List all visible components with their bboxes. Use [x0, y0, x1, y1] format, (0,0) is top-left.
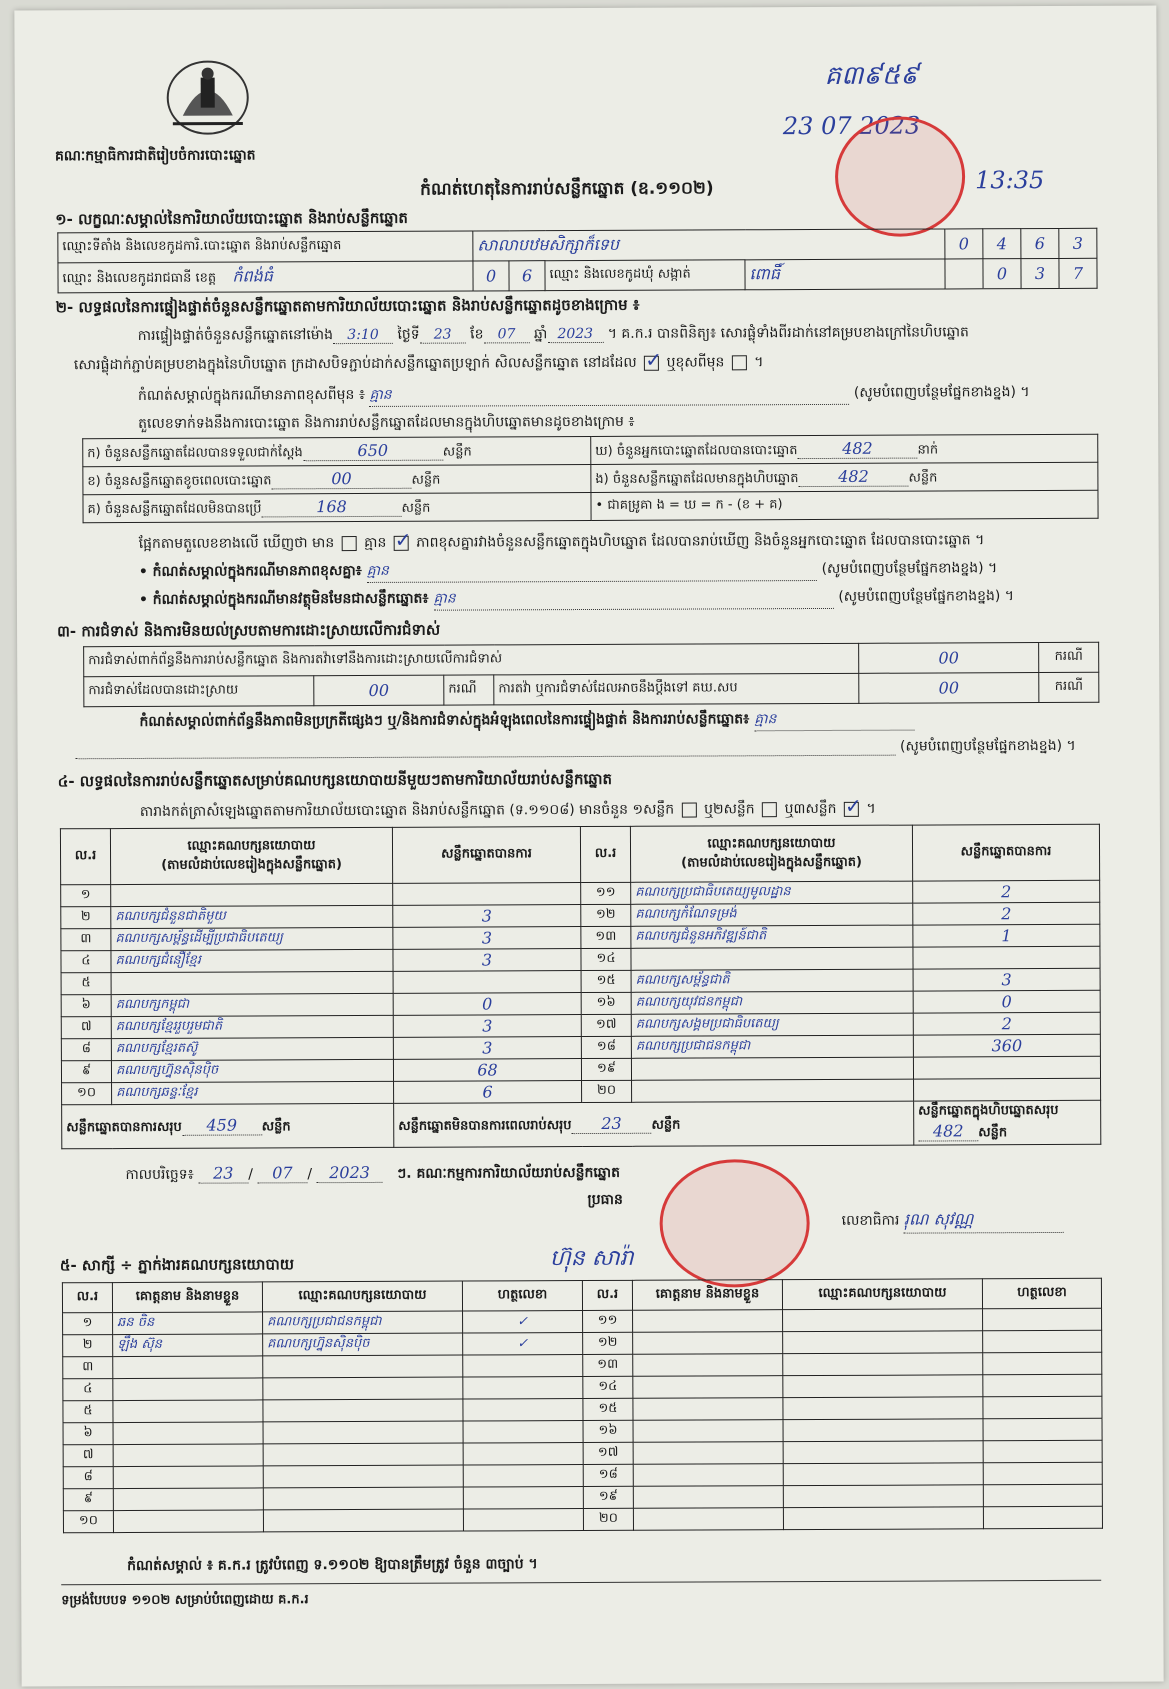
- secretary-label: លេខាធិការ: [841, 1212, 900, 1229]
- row-no: ១១: [583, 1310, 633, 1332]
- party-name: គណបក្សប្រជាជនកម្ពុជា: [631, 1035, 913, 1058]
- total-valid-value: 459: [182, 1115, 262, 1135]
- discrepancy-note-label: • កំណត់សម្គាល់ក្នុងករណីមានភាពខុសគ្នា៖: [138, 562, 362, 580]
- party-votes: [913, 946, 1100, 969]
- irregularity-note-value: គ្មាន: [754, 709, 914, 732]
- row-no: ៧: [63, 1445, 113, 1467]
- row-no: ៨: [61, 1039, 111, 1061]
- location-code-digit: 0: [945, 229, 983, 259]
- party-votes: 3: [913, 968, 1100, 991]
- sheet-count-text: តារាងកត់ត្រាសំឡេងឆ្នោតតាមការិយាល័យបោះឆ្នោត និងរាប់សន្លឹកឆ្នោត (ទ.១១០៨) មានចំនួន ១សន្លឹក: [139, 801, 675, 820]
- chair-signature: ហ៊ុន សារ៉ា: [549, 1245, 634, 1272]
- col-votes: សន្លឹកឆ្នោតបានការ: [392, 827, 580, 884]
- section5-heading: ៥- សាក្សី ÷ ភ្នាក់ងារគណបក្សនយោបាយ: [59, 1255, 295, 1275]
- location-code-digit: 6: [1021, 228, 1059, 258]
- col-party-line2: (តាមលំដាប់លេខរៀងក្នុងសន្លឹកឆ្នោត): [161, 856, 342, 873]
- two-sheets-checkbox[interactable]: [762, 802, 777, 817]
- row-no: ១២: [581, 904, 631, 926]
- party-name: គណបក្សប្រជាធិបតេយ្យមូលដ្ឋាន: [631, 881, 913, 904]
- committee-name: គណៈកម្មាធិការជាតិរៀបចំការបោះឆ្នោត: [54, 147, 256, 165]
- location-code-digit: 3: [1059, 228, 1097, 258]
- party-votes: [393, 971, 581, 994]
- col-party-line1: ឈ្មោះគណបក្សនយោបាយ: [187, 837, 316, 854]
- party-votes: [913, 1056, 1100, 1079]
- box-ballots-row: [591, 462, 1098, 492]
- handwritten-date: 23 07 2023: [782, 111, 921, 141]
- verification-line: [138, 322, 969, 347]
- foreign-object-suffix: (សូមបំពេញបន្ថែមផ្នែកខាងខ្នង) ។: [838, 588, 1015, 605]
- party-name: [111, 971, 393, 994]
- seal-check-line: សោរផ្លុំដាក់ភ្ជាប់គម្របខាងក្នុងនៃហិបឆ្នោត ក្រដាសបិទភ្ជាប់ដាក់សន្លឹកឆ្នោតប្រឡាក់ សិលសន្លឹកឆ្នោត នៅដដែល ✓ ឬខុសពីមុន ។: [74, 352, 764, 376]
- unit-label: សន្លឹក: [908, 469, 938, 486]
- party-votes: 3: [393, 905, 581, 928]
- party-votes: 3: [393, 927, 581, 950]
- unit-label: សន្លឹក: [978, 1125, 1008, 1141]
- handwritten-time: 13:35: [975, 166, 1045, 195]
- resolved-label: ការជំទាស់ដែលបានដោះស្រាយ: [84, 676, 314, 707]
- province-code-digit: 6: [509, 261, 545, 291]
- province-code-digit: 0: [473, 261, 509, 291]
- total-invalid-label: សន្លឹកឆ្នោតមិនបានការពេលរាប់សរុប: [398, 1117, 572, 1134]
- table-row: [63, 1506, 1102, 1533]
- date-day: 23: [198, 1163, 248, 1183]
- location-name-label: ឈ្មោះទីតាំង និងលេខកូដការិ.បោះឆ្នោត និងរាប់សន្លឹកឆ្នោត: [58, 231, 473, 263]
- row-no: ៦: [63, 1423, 113, 1445]
- party-name: គណបក្សខ្មែររួបរួមជាតិ: [111, 1015, 393, 1038]
- party-name: គណបក្សកម្ពុជា: [111, 993, 393, 1016]
- row-no: ៩: [63, 1489, 113, 1511]
- col-no: ល.រ: [62, 1283, 112, 1313]
- party-votes: 6: [394, 1081, 582, 1104]
- witness-party: គណបក្សហ្វ៊ុនស៊ិនប៉ិច: [263, 1333, 463, 1356]
- party-votes: 1: [913, 924, 1100, 947]
- row-no: ៨: [63, 1467, 113, 1489]
- total-valid-cell: [62, 1103, 394, 1148]
- col-sign: ហត្ថលេខា: [982, 1278, 1101, 1309]
- col-votes: សន្លឹកឆ្នោតបានការ: [912, 824, 1099, 881]
- row-no: ២០: [583, 1508, 633, 1530]
- total-box-label: សន្លឹកឆ្នោតក្នុងហិបឆ្នោតសរុប: [918, 1102, 1059, 1119]
- party-name: គណបក្សជំនួនជាតិមួយ: [111, 905, 393, 928]
- commune-code-digit: 0: [983, 259, 1021, 289]
- col-party: [110, 827, 392, 884]
- unit-label: ករណី: [1039, 642, 1099, 672]
- irregularity-note-label: កំណត់សម្គាល់ពាក់ព័ន្ធនឹងភាពមិនប្រក្រតីផ្សេងៗ ឬ/និងការជំទាស់ក្នុងអំឡុងពេលនៃការផ្ទៀងផ្ទាត់ និងការរាប់សន្លឹកឆ្នោត៖: [139, 711, 750, 730]
- row-no: ១៧: [583, 1442, 633, 1464]
- date-label: កាលបរិច្ឆេទ៖: [125, 1166, 194, 1184]
- unit-label: សន្លឹក: [442, 444, 472, 460]
- unused-ballots-value: 168: [261, 496, 401, 517]
- verification-text-2: ។ គ.ក.រ បានពិនិត្យ៖ សោរផ្លុំទាំងពីរដាក់នៅគម្របខាងក្រៅនៃហិបឆ្នោត: [607, 324, 969, 342]
- row-no: ១៨: [581, 1036, 631, 1058]
- row-no: ១៨: [583, 1464, 633, 1486]
- party-results-table: [60, 824, 1101, 1150]
- row-no: ១៧: [581, 1014, 631, 1036]
- party-votes: [393, 883, 581, 906]
- row-no: ៥: [61, 973, 111, 995]
- discrepancy-note-suffix: (សូមបំពេញបន្ថែមផ្នែកខាងខ្នង) ។: [821, 560, 998, 577]
- verification-day: 23: [420, 327, 466, 344]
- province-label: [58, 261, 473, 293]
- row-no: ២: [61, 907, 111, 929]
- verification-text: ការផ្ទៀងផ្ទាត់ចំនួនសន្លឹកឆ្នោតនៅម៉ោង: [137, 327, 334, 344]
- party-name: គណបក្សហ្វ៊ុនស៊ិនប៉ិច: [111, 1059, 393, 1082]
- complaints-table: [83, 642, 1099, 707]
- irregularity-note-suffix: (សូមបំពេញបន្ថែមផ្នែកខាងខ្នង) ។: [899, 737, 1076, 755]
- verification-year: 2023: [547, 326, 603, 343]
- appeal-label: ការតវ៉ា ឬការជំទាស់ដែលអាចនឹងប្តឹងទៅ គឃ.សប: [494, 673, 859, 705]
- spoiled-ballots-value: 00: [271, 468, 411, 489]
- party-name: គណបក្សសង្គមប្រជាធិបតេយ្យ: [631, 1013, 913, 1036]
- voters-row: [591, 434, 1098, 464]
- total-invalid-value: 23: [571, 1113, 651, 1133]
- col-sign: ហត្ថលេខា: [462, 1281, 582, 1312]
- irregularity-note-line-2: [76, 736, 1076, 761]
- col-party-line1: ឈ្មោះគណបក្សនយោបាយ: [707, 835, 836, 851]
- party-votes: 0: [913, 990, 1100, 1013]
- row-no: ៧: [61, 1017, 111, 1039]
- section3-heading: ៣- ការជំទាស់ និងការមិនយល់ស្របតាមការដោះស្រាយលើការជំទាស់: [57, 620, 441, 641]
- form-note: ទម្រង់បែបបទ ១១០២ សម្រាប់បំពេញដោយ គ.ក.រ: [61, 1592, 309, 1609]
- unit-label: ករណី: [444, 675, 494, 705]
- spoiled-ballots-row: [83, 464, 591, 494]
- unused-ballots-label: គ) ចំនួនសន្លឹកឆ្នោតដែលមិនបានប្រើ: [87, 500, 262, 517]
- location-name-value: សាលាបឋមសិក្សាក៏ទេប: [473, 229, 945, 261]
- row-no: ១០: [63, 1511, 113, 1533]
- official-seal-top: [835, 116, 966, 237]
- verification-month: 07: [483, 326, 529, 343]
- col-party-line2: (តាមលំដាប់លេខរៀងក្នុងសន្លឹកឆ្នោត): [681, 854, 862, 871]
- row-no: ១: [61, 885, 111, 907]
- unit-label: សន្លឹក: [261, 1118, 291, 1134]
- party-votes: 3: [393, 1037, 581, 1060]
- foreign-object-value: គ្មាន: [433, 587, 833, 611]
- seal-check-text: សោរផ្លុំដាក់ភ្ជាប់គម្របខាងក្នុងនៃហិបឆ្នោត ក្រដាសបិទភ្ជាប់ដាក់សន្លឹកឆ្នោតប្រឡាក់ សិលសន្លឹកឆ្នោត នៅដដែល: [73, 354, 637, 374]
- unchanged-checkbox[interactable]: [644, 355, 659, 370]
- formula-row: • ជាគម្រូគា ង = ឃ = ក - (ខ + គ): [591, 490, 1098, 520]
- province-label-text: ឈ្មោះ និងលេខកូដរាជធានី ខេត្ត: [62, 270, 217, 286]
- commune-code-digit: 3: [1021, 258, 1059, 288]
- party-name: [631, 947, 913, 970]
- commune-label: ឈ្មោះ និងលេខកូដឃុំ សង្កាត់: [545, 260, 745, 291]
- unit-label: ករណី: [1039, 672, 1099, 702]
- col-party: [630, 825, 912, 882]
- verification-time: 3:10: [333, 327, 393, 344]
- row-no: ១៦: [583, 1420, 633, 1442]
- box-ballots-value: 482: [798, 466, 908, 486]
- witness-party: គណបក្សប្រជាជនកម្ពុជា: [263, 1311, 463, 1334]
- row-no: ២: [63, 1335, 113, 1357]
- witness-signature: ✓: [463, 1333, 583, 1356]
- received-ballots-value: 650: [303, 440, 443, 461]
- form-title: កំណត់ហេតុនៃការរាប់សន្លឹកឆ្នោត (ឧ.១១០២): [420, 178, 714, 200]
- row-no: ១៩: [583, 1486, 633, 1508]
- total-box-value: 482: [918, 1121, 978, 1141]
- party-votes: 68: [393, 1059, 581, 1082]
- row-no: ៩: [61, 1061, 111, 1083]
- row-no: ១៩: [581, 1058, 631, 1080]
- row-no: ១៤: [581, 948, 631, 970]
- total-invalid-cell: [394, 1101, 914, 1147]
- complaints-label: ការជំទាស់ពាក់ព័ន្ធនឹងការរាប់សន្លឹកឆ្នោត និងការតវ៉ាទៅនឹងការដោះស្រាយលើការជំទាស់: [84, 643, 859, 676]
- received-ballots-row: [83, 436, 591, 466]
- row-no: ១៣: [583, 1354, 633, 1376]
- foreign-object-label: • កំណត់សម្គាល់ក្នុងករណីមានវត្ថុមិនមែនជាសន្លឹកឆ្នោត៖: [138, 590, 429, 608]
- unit-label: សន្លឹក: [411, 472, 441, 488]
- box-ballots-label: ង) ចំនួនសន្លឹកឆ្នោតដែលមានក្នុងហិបឆ្នោត: [595, 470, 799, 487]
- party-votes: 2: [913, 880, 1100, 903]
- three-sheets-label: ឬ៣សន្លឹក: [784, 800, 837, 818]
- party-name: [632, 1079, 914, 1102]
- year-label: ឆ្នាំ: [533, 326, 548, 343]
- footer-note: កំណត់សម្គាល់ ៖ គ.ក.រ ត្រូវបំពេញ ទ.១១០២ ឱ្យបានត្រឹមត្រូវ ចំនួន ៣ច្បាប់ ។: [127, 1556, 538, 1575]
- discrepancy-note-line: [139, 558, 998, 584]
- party-votes: 2: [913, 902, 1100, 925]
- row-no: ១២: [583, 1332, 633, 1354]
- discrepancy-text-2: ភាពខុសគ្នារវាងចំនួនសន្លឹកឆ្នោតក្នុងហិបឆ្នោត ដែលបានរាប់ឃើញ និងចំនួនអ្នកបោះឆ្នោត ដែលបានបោះឆ្នោត ។: [416, 532, 985, 551]
- date-month: 07: [257, 1163, 307, 1183]
- row-no: ៤: [61, 951, 111, 973]
- footer-divider: [61, 1580, 1101, 1586]
- row-no: ១៥: [581, 970, 631, 992]
- form-sheet: [14, 6, 1163, 1687]
- row-no: ៣: [61, 929, 111, 951]
- party-votes: 2: [913, 1012, 1100, 1035]
- col-no: ល.រ: [60, 829, 110, 885]
- unit-label: សន្លឹក: [401, 500, 431, 516]
- irregularity-note-line: [139, 709, 914, 734]
- spoiled-ballots-label: ខ) ចំនួនសន្លឹកឆ្នោតខូចពេលបោះឆ្នោត: [87, 472, 272, 489]
- row-no: ១៦: [581, 992, 631, 1014]
- location-code-digit: 4: [983, 229, 1021, 259]
- col-no: ល.រ: [582, 1280, 632, 1310]
- col-party: ឈ្មោះគណបក្សនយោបាយ: [262, 1281, 462, 1312]
- complaints-value: 00: [859, 643, 1039, 674]
- row-no: ១៥: [583, 1398, 633, 1420]
- witness-table: [62, 1278, 1103, 1534]
- col-name: គោត្តនាម និងនាមខ្លួន: [632, 1280, 782, 1311]
- province-value: កំពង់ធំ: [232, 265, 273, 286]
- two-sheets-label: ឬ២សន្លឹក: [704, 801, 755, 818]
- blank-line: [76, 739, 896, 760]
- party-votes: [914, 1078, 1101, 1101]
- no-discrepancy-label: គ្មាន: [364, 534, 387, 551]
- row-no: ៦: [61, 995, 111, 1017]
- unit-label: សន្លឹក: [651, 1117, 681, 1133]
- month-label: ខែ: [470, 326, 484, 343]
- secretary-line: [842, 1208, 1064, 1234]
- party-votes: 0: [393, 993, 581, 1016]
- reference-code: គ៣៩៥៩: [824, 60, 919, 91]
- row-no: ១: [63, 1313, 113, 1335]
- party-name: គណបក្សជំនួនអភិវឌ្ឍន៍ជាតិ: [631, 925, 913, 948]
- chair-title: ប្រធាន: [587, 1191, 623, 1209]
- col-party: ឈ្មោះគណបក្សនយោបាយ: [782, 1279, 982, 1310]
- discrepancy-text: ផ្អែកតាមតួលេខខាងលើ ឃើញថា មាន: [138, 535, 335, 552]
- row-no: ១១: [581, 882, 631, 904]
- party-name: គណបក្សខ្មែរតស៊ូ: [111, 1037, 393, 1060]
- row-no: ៣: [63, 1357, 113, 1379]
- section2-heading: ២- លទ្ធផលនៃការផ្ទៀងផ្ទាត់ចំនួនសន្លឹកឆ្នោតតាមការិយាល័យបោះឆ្នោត និងរាប់សន្លឹកឆ្នោតដូចខាងក្រោម ៖: [55, 295, 640, 317]
- commune-code-digit: 7: [1059, 258, 1097, 288]
- party-name: គណបក្សជំនឿខ្មែរ: [111, 949, 393, 972]
- witness-body: [63, 1308, 1103, 1533]
- row-no: ៥: [63, 1401, 113, 1423]
- national-emblem-icon: [163, 55, 253, 137]
- discrepancy-line: [139, 530, 985, 555]
- secretary-name: រុណ សុវណ្ណ: [904, 1208, 1064, 1234]
- totals-row: [62, 1100, 1101, 1149]
- row-no: ១០: [62, 1083, 112, 1105]
- row-no: ២០: [582, 1080, 632, 1102]
- unused-ballots-row: [83, 492, 591, 522]
- col-no: ល.រ: [580, 826, 630, 882]
- has-discrepancy-checkbox[interactable]: [342, 536, 357, 551]
- counts-intro: តួលេខទាក់ទងនឹងការបោះឆ្នោត និងការរាប់សន្លឹកឆ្នោតដែលមានក្នុងហិបឆ្នោតមានដូចខាងក្រោម ៖: [138, 413, 635, 432]
- party-votes: 3: [393, 949, 581, 972]
- row-no: ១៤: [583, 1376, 633, 1398]
- party-name: គណបក្សសម្ព័ន្ធជាតិ: [631, 969, 913, 992]
- no-discrepancy-checkbox[interactable]: [394, 535, 409, 550]
- unit-label: នាក់: [917, 441, 939, 458]
- ballot-count-table: [82, 434, 1098, 523]
- total-box-cell: [914, 1100, 1101, 1145]
- commune-value: ពោធិ៍: [745, 259, 945, 290]
- appeal-value: 00: [859, 673, 1039, 704]
- discrepancy-note-value: គ្មាន: [367, 559, 817, 583]
- difference-note-suffix: (សូមបំពេញបន្ថែមផ្នែកខាងខ្នង) ។: [853, 384, 1030, 401]
- received-ballots-label: ក) ចំនួនសន្លឹកឆ្នោតដែលបានទទួលជាក់ស្តែង: [87, 444, 303, 461]
- difference-note-label: កំណត់សម្គាល់ក្នុងករណីមានភាពខុសពីមុន ៖: [137, 386, 366, 404]
- sheet-count-line: តារាងកត់ត្រាសំឡេងឆ្នោតតាមការិយាល័យបោះឆ្នោត និងរាប់សន្លឹកឆ្នោត (ទ.១១០៨) មានចំនួន ១សន្លឹក ឬ២សន្លឹក ឬ៣សន្លឹក ✓ ។: [140, 799, 876, 823]
- party-votes: 3: [393, 1015, 581, 1038]
- signing-date-line: កាលបរិច្ឆេទ៖ 23 / 07 / 2023 ៗ. គណៈកម្មការការិយាល័យរាប់សន្លឹកឆ្នោត: [125, 1162, 621, 1184]
- row-no: ៤: [63, 1379, 113, 1401]
- day-label: ថ្ងៃទី: [397, 326, 420, 343]
- difference-note-value: គ្មាន: [369, 383, 849, 407]
- party-name: [631, 1057, 913, 1080]
- col-name: គោត្តនាម និងនាមខ្លួន: [112, 1282, 262, 1313]
- resolved-value: 00: [314, 675, 444, 706]
- one-sheet-checkbox[interactable]: [682, 802, 697, 817]
- three-sheets-checkbox[interactable]: [844, 801, 859, 816]
- official-seal-bottom: [659, 1159, 810, 1288]
- witness-name: ឡឹង ស៊ុន: [113, 1334, 263, 1357]
- counting-committee: ៗ. គណៈកម្មការការិយាល័យរាប់សន្លឹកឆ្នោត: [397, 1164, 621, 1182]
- party-name: គណបក្សសម្ព័ន្ធដើម្បីប្រជាធិបតេយ្យ: [111, 927, 393, 950]
- party-name: គណបក្សយុវជនកម្ពុជា: [631, 991, 913, 1014]
- row-no: ១៣: [581, 926, 631, 948]
- section1-heading: ១- លក្ខណៈសម្គាល់នៃការិយាល័យបោះឆ្នោត និងរាប់សន្លឹកឆ្នោត: [55, 208, 408, 229]
- party-name: [111, 883, 393, 906]
- party-votes: 360: [913, 1034, 1100, 1057]
- results-body: [61, 880, 1101, 1149]
- voters-value: 482: [797, 438, 917, 459]
- changed-checkbox[interactable]: [732, 355, 747, 370]
- foreign-object-line: [139, 586, 1014, 612]
- voters-label: ឃ) ចំនួនអ្នកបោះឆ្នោតដែលបានបោះឆ្នោត: [595, 442, 798, 459]
- witness-name: ឆន ចិន: [113, 1312, 263, 1335]
- total-valid-label: សន្លឹកឆ្នោតបានការសរុប: [66, 1119, 182, 1135]
- party-name: គណបក្សកំណែទម្រង់: [631, 903, 913, 926]
- location-table: [57, 228, 1097, 294]
- party-name: គណបក្សឆន្ទៈខ្មែរ: [112, 1081, 394, 1104]
- date-year: 2023: [317, 1163, 383, 1183]
- section4-heading: ៤- លទ្ធផលនៃការរាប់សន្លឹកឆ្នោតសម្រាប់គណបក្សនយោបាយនីមួយៗតាមការិយាល័យរាប់សន្លឹកឆ្នោត: [57, 769, 613, 791]
- difference-note-line: [138, 382, 1030, 408]
- changed-label: ឬខុសពីមុន: [666, 354, 725, 371]
- witness-signature: ✓: [463, 1311, 583, 1334]
